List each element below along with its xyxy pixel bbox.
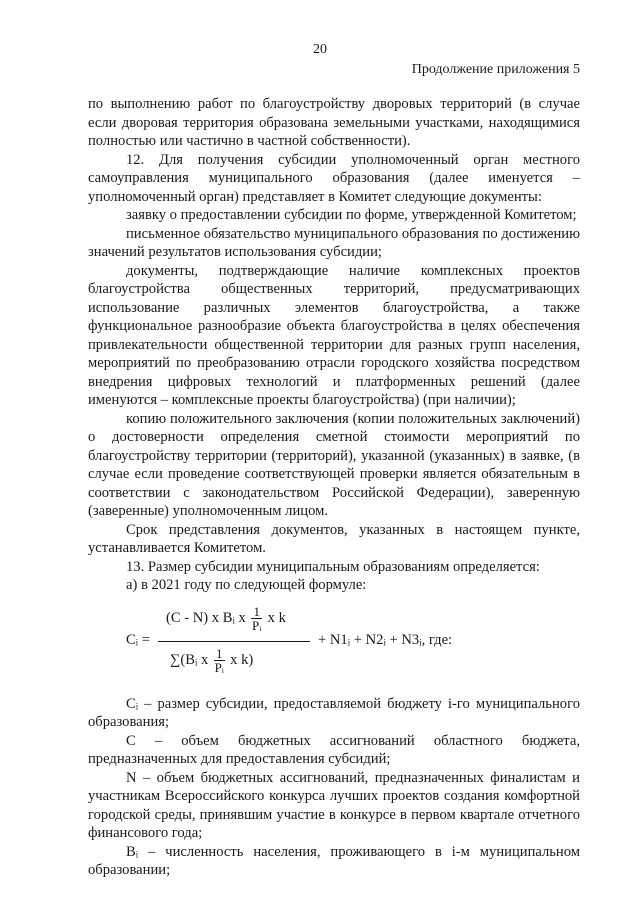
formula-lhs: Cᵢ =: [126, 631, 150, 648]
fraction-bar: [158, 641, 310, 642]
fraction-denominator: Pᵢ: [252, 617, 262, 633]
paragraph: Срок представления документов, указанных в настоящем пункте, устанавливается Комитетом.: [88, 521, 580, 556]
formula-numerator: [166, 605, 286, 632]
paragraph: письменное обязательство муниципального образования по достижению значений результатов использования субсидии;: [88, 225, 580, 260]
formula-rhs: + N1ᵢ + N2ᵢ + N3ᵢ, где:: [318, 631, 453, 648]
definition: N – объем бюджетных ассигнований, предназначенных финалистам и участникам Всероссийского конкурса лучших проектов создания комфортной городской среды, принявшим участие в конкурсе в первом квартале отчетного финансового года;: [88, 769, 580, 841]
paragraph: копию положительного заключения (копии положительных заключений) о достоверности определения сметной стоимости мероприятий по благоустройству территории (территорий), указанной (указанных) в заявке, (в случае если проведение соответствующей проверки является обязательным в соответствии с законодательством Российской Федерации), заверенную (заверенные) уполномоченным лицом.: [88, 410, 580, 519]
paragraph: заявку о предоставлении субсидии по форме, утвержденной Комитетом;: [126, 207, 577, 223]
document-body: [88, 95, 580, 880]
definition: Bᵢ – численность населения, проживающего в i-м муниципальном образовании;: [88, 843, 580, 878]
formula-numerator-part: x k: [267, 609, 286, 626]
fraction-one-over-p: [251, 605, 262, 632]
fraction-numerator: 1: [253, 603, 260, 619]
paragraph: по выполнению работ по благоустройству дворовых территорий (в случае если дворовая территория образована земельными участками, находящимися полностью или частично в частной собственности).: [88, 96, 580, 149]
paragraph: документы, подтверждающие наличие комплексных проектов благоустройства общественных территорий, предусматривающих использование различных элементов благоустройства, а также функциональное разнообразие объекта благоустройства в целях обеспечения привлекательности общественной территории для разных групп населения, мероприятий по преобразованию отрасли городского хозяйства посредством внедрения цифровых технологий и платформенных решений (далее именуются – комплексные проекты благоустройства) (при наличии);: [88, 262, 580, 408]
appendix-continuation-label: Продолжение приложения 5: [411, 62, 580, 77]
formula-denominator-part: x k): [230, 651, 254, 668]
paragraph-item-13: 13. Размер субсидии муниципальным образованиям определяется:: [126, 558, 540, 575]
formula-numerator-part: (C - N) x Bᵢ x: [166, 609, 246, 626]
fraction-denominator: Pᵢ: [214, 659, 224, 675]
formula-denominator: [170, 647, 253, 674]
definition: Cᵢ – размер субсидии, предоставляемой бюджету i-го муниципального образования;: [88, 695, 580, 730]
paragraph: а) в 2021 году по следующей формуле:: [126, 577, 367, 593]
page-number: 20: [313, 42, 327, 57]
fraction-numerator: 1: [216, 645, 223, 661]
definition: С – объем бюджетных ассигнований областного бюджета, предназначенных для предоставления субсидий;: [88, 732, 580, 767]
formula-denominator-part: ∑(Bᵢ x: [170, 651, 209, 668]
paragraph-item-12: 12. Для получения субсидии уполномоченный орган местного самоуправления муниципального образования (далее именуется – уполномоченный орган) представляет в Комитет следующие документы:: [88, 151, 580, 205]
fraction-one-over-p: [214, 647, 225, 674]
subsidy-formula: [88, 601, 580, 681]
